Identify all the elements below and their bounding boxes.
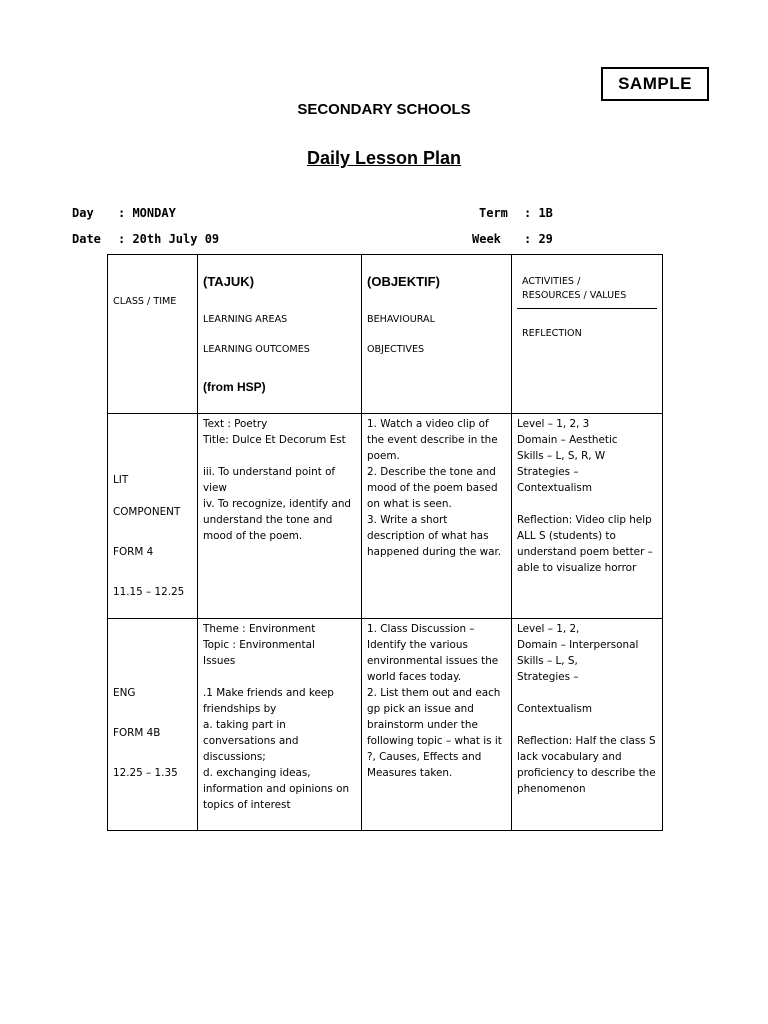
- header-class-time-label: CLASS / TIME: [113, 296, 177, 307]
- header-class-time: [108, 255, 198, 414]
- row1-objectives: 1. Watch a video clip of the event describe in the poem. 2. Describe the tone and mood of the poem based on what is seen. 3. Write a short description of what has happened during the war.: [362, 414, 512, 619]
- week-label: Week: [472, 232, 501, 246]
- table-row: [108, 414, 663, 619]
- row1-class-line1: LIT: [113, 474, 129, 486]
- row1-learning: Text : Poetry Title: Dulce Et Decorum Est iii. To understand point of view iv. To recognize, identify and understand the tone and mood of the poem.: [198, 414, 362, 619]
- header-objektif: (OBJEKTIF): [367, 274, 440, 289]
- header-learning-outcomes: LEARNING OUTCOMES: [203, 344, 310, 355]
- row1-form: FORM 4: [113, 546, 154, 558]
- row2-class-time: [108, 619, 198, 831]
- date-label: Date: [72, 232, 101, 246]
- row2-activities: Level – 1, 2, Domain – Interpersonal Skills – L, S, Strategies – Contextualism Reflection: Half the class S lack vocabulary and proficiency to describe the phenomenon: [512, 619, 663, 831]
- day-label: Day: [72, 206, 94, 220]
- lesson-plan-table: [107, 254, 663, 831]
- header-from-hsp: (from HSP): [203, 380, 266, 394]
- row2-class-line1: ENG: [113, 687, 136, 699]
- term-label: Term: [479, 206, 508, 220]
- header-objectives-label: OBJECTIVES: [367, 344, 425, 355]
- header-activities: [512, 255, 663, 414]
- term-value: : 1B: [524, 206, 553, 220]
- header-reflection-label: REFLECTION: [522, 328, 582, 339]
- row1-time: 11.15 – 12.25: [113, 586, 185, 598]
- header-tajuk: (TAJUK): [203, 274, 255, 289]
- row2-time: 12.25 – 1.35: [113, 767, 178, 779]
- header-learning: [198, 255, 362, 414]
- day-value: : MONDAY: [118, 206, 176, 220]
- header-objectives: [362, 255, 512, 414]
- header-behavioural: BEHAVIOURAL: [367, 314, 435, 325]
- row1-class-time: [108, 414, 198, 619]
- header-activities-label: ACTIVITIES / RESOURCES / VALUES: [517, 273, 657, 309]
- row1-activities: Level – 1, 2, 3 Domain – Aesthetic Skills – L, S, R, W Strategies – Contextualism Reflection: Video clip help ALL S (students) to understand poem better – able to visualize horror: [512, 414, 663, 619]
- header-learning-areas: LEARNING AREAS: [203, 314, 288, 325]
- page-title: Daily Lesson Plan: [306, 148, 462, 168]
- date-value: : 20th July 09: [118, 232, 220, 246]
- sample-badge: SAMPLE: [601, 67, 709, 101]
- school-heading: SECONDARY SCHOOLS: [297, 101, 471, 118]
- week-value: : 29: [524, 232, 553, 246]
- row1-class-line2: COMPONENT: [113, 506, 181, 518]
- row2-form: FORM 4B: [113, 727, 161, 739]
- row2-objectives: 1. Class Discussion – Identify the various environmental issues the world faces today. 2. List them out and each gp pick an issue and brainstorm under the following topic – what is it ?, Causes, Effects and Measures taken.: [362, 619, 512, 831]
- row2-learning: Theme : Environment Topic : Environmental Issues .1 Make friends and keep friendships by a. taking part in conversations and discussions; d. exchanging ideas, information and opinions on topics of interest: [198, 619, 362, 831]
- table-header-row: [108, 255, 663, 414]
- table-row: [108, 619, 663, 831]
